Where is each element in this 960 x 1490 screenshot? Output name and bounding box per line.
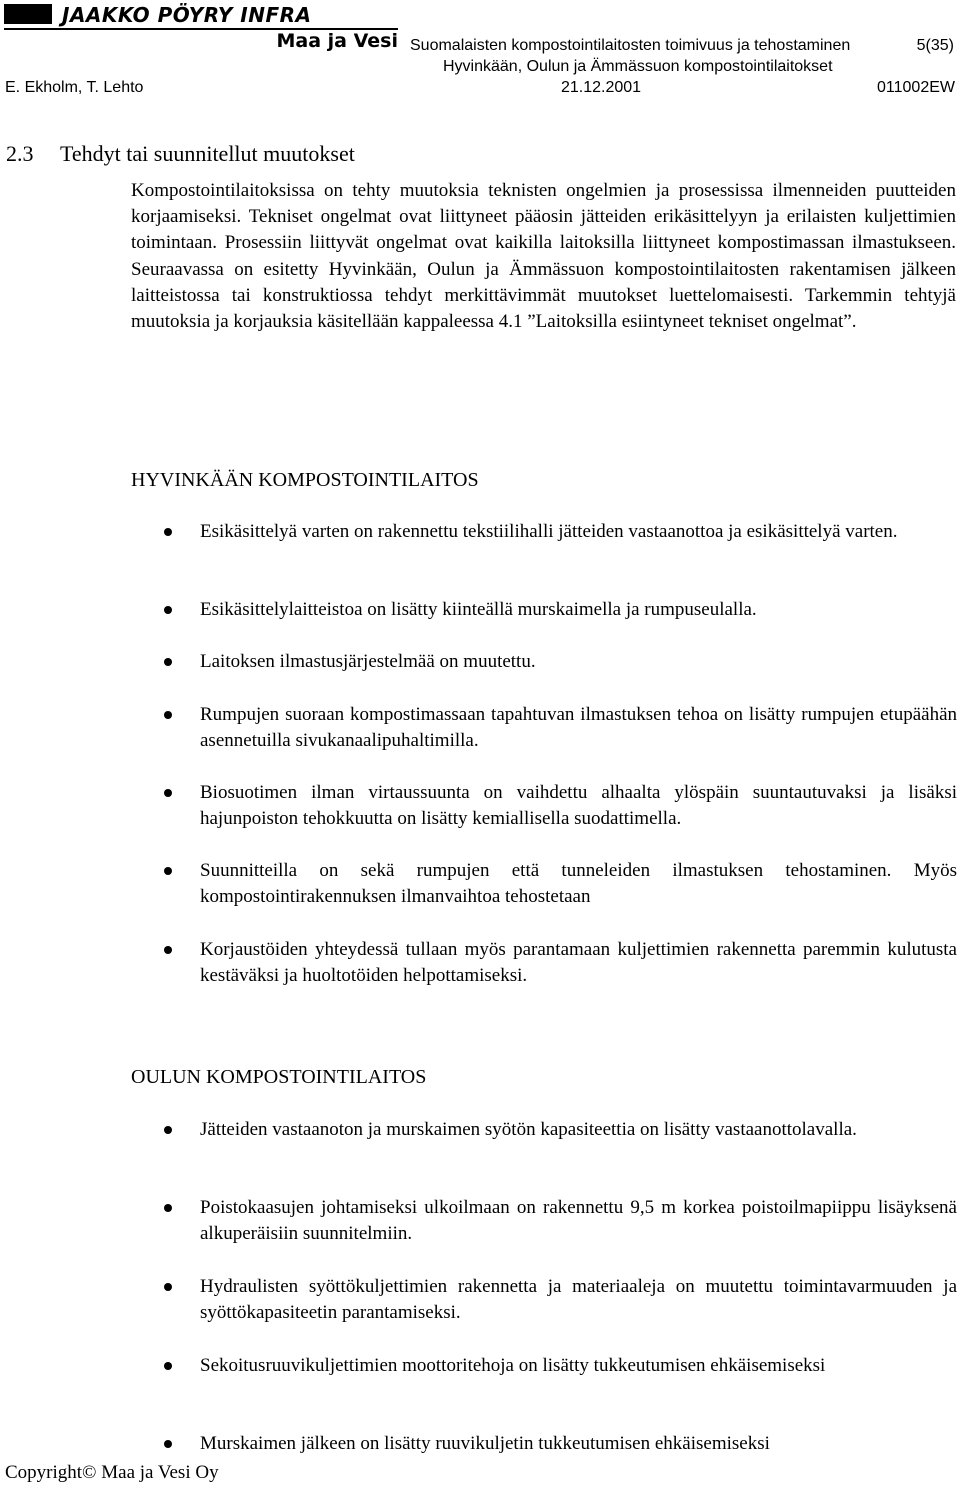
list-item-text: Sekoitusruuvikuljettimien moottoritehoja on lisätty tukkeutumisen ehkäisemiseksi [200, 1355, 826, 1376]
logo-top-text: JAAKKO PÖYRY INFRA [62, 3, 312, 27]
list-item-text: Esikäsittelylaitteistoa on lisätty kiinteällä murskaimella ja rumpuseulalla. [200, 599, 757, 620]
list-item [200, 1274, 957, 1326]
section-number: 2.3 [6, 141, 34, 166]
copyright-footer: Copyright© Maa ja Vesi Oy [5, 1462, 219, 1483]
bullet-icon [164, 1362, 172, 1370]
bullet-icon [164, 1204, 172, 1212]
logo-bottom-text: Maa ja Vesi [276, 30, 398, 52]
hyvinkaa-heading: HYVINKÄÄN KOMPOSTOINTILAITOS [131, 469, 479, 491]
header-page-number: 5(35) [916, 37, 954, 54]
header-document-id: 011002EW [877, 79, 955, 96]
header-subtitle: Hyvinkään, Oulun ja Ämmässuon kompostointilaitokset [443, 58, 833, 75]
oulu-heading: OULUN KOMPOSTOINTILAITOS [131, 1066, 427, 1088]
section-heading [6, 141, 355, 167]
header-authors: E. Ekholm, T. Lehto [5, 79, 144, 96]
list-item-text: Jätteiden vastaanoton ja murskaimen syötön kapasiteettia on lisätty vastaanottolavalla. [200, 1119, 857, 1140]
company-logo [4, 2, 398, 54]
bullet-icon [164, 946, 172, 954]
bullet-icon [164, 711, 172, 719]
list-item [200, 780, 957, 832]
list-item-text: Murskaimen jälkeen on lisätty ruuvikuljetin tukkeutumisen ehkäisemiseksi [200, 1433, 770, 1454]
list-item [200, 1117, 957, 1143]
header-date: 21.12.2001 [561, 79, 642, 96]
list-item [200, 649, 957, 675]
bullet-icon [164, 1440, 172, 1448]
bullet-icon [164, 789, 172, 797]
list-item-text: Esikäsittelyä varten on rakennettu tekstiilihalli jätteiden vastaanottoa ja esikäsittelyä varten. [200, 521, 898, 542]
logo-top-band [4, 2, 398, 28]
bullet-icon [164, 1126, 172, 1134]
intro-paragraph: Kompostointilaitoksissa on tehty muutoksia teknisten ongelmien ja prosessissa ilmenneiden puutteiden korjaamiseksi. Tekniset ongelmat ovat liittyneet pääosin jätteiden erikäsittelyyn ja erilaisten kuljettimien toimintaan. Prosessiin liittyvät ongelmat ovat kaikilla laitoksilla liittyneet kompostimassan ilmastukseen. Seuraavassa on esitetty Hyvinkään, Oulun ja Ämmässuon kompostointilaitosten rakentamisen jälkeen laitteistossa tai konstruktiossa tehdyt merkittävimmät muutokset luettelomaisesti. Tarkemmin tehtyjä muutoksia ja korjauksia käsitellään kappaleessa 4.1 ”Laitoksilla esiintyneet tekniset ongelmat”. [131, 180, 956, 333]
list-item [200, 1353, 957, 1379]
list-item-text: Poistokaasujen johtamiseksi ulkoilmaan on rakennettu 9,5 m korkea poistoilmapiippu lisäyksenä alkuperäisiin suunnitelmiin. [200, 1197, 957, 1245]
bullet-icon [164, 867, 172, 875]
list-item [200, 858, 957, 910]
list-item-text: Rumpujen suoraan kompostimassaan tapahtuvan ilmastuksen tehoa on lisätty rumpujen etupäähän asennetuilla sivukanaalipuhaltimilla. [200, 704, 957, 752]
bullet-icon [164, 528, 172, 536]
list-item [200, 597, 957, 623]
list-item-text: Laitoksen ilmastusjärjestelmää on muutettu. [200, 651, 536, 672]
section-title: Tehdyt tai suunnitellut muutokset [60, 141, 355, 166]
list-item-text: Biosuotimen ilman virtaussuunta on vaihdettu alhaalta ylöspäin suuntautuvaksi ja lisäksi hajunpoiston tehokkuutta on lisätty kemiallisella suodattimella. [200, 782, 957, 830]
list-item [200, 1431, 957, 1457]
header-title: Suomalaisten kompostointilaitosten toimivuus ja tehostaminen [410, 37, 851, 54]
list-item [200, 1195, 957, 1247]
list-item-text: Hydraulisten syöttökuljettimien rakennetta ja materiaaleja on muutettu toimintavarmuuden ja syöttökapasiteetin parantamiseksi. [200, 1276, 957, 1324]
logo-badge-icon [4, 4, 52, 24]
list-item [200, 937, 957, 989]
bullet-icon [164, 658, 172, 666]
list-item [200, 519, 957, 545]
list-item-text: Korjaustöiden yhteydessä tullaan myös parantamaan kuljettimien rakennetta paremmin kulutusta kestäväksi ja huoltotöiden helpottamiseksi. [200, 939, 957, 987]
list-item-text: Suunnitteilla on sekä rumpujen että tunneleiden ilmastuksen tehostaminen. Myös kompostointirakennuksen ilmanvaihtoa tehostetaan [200, 860, 957, 908]
list-item [200, 702, 957, 754]
bullet-icon [164, 1283, 172, 1291]
bullet-icon [164, 606, 172, 614]
